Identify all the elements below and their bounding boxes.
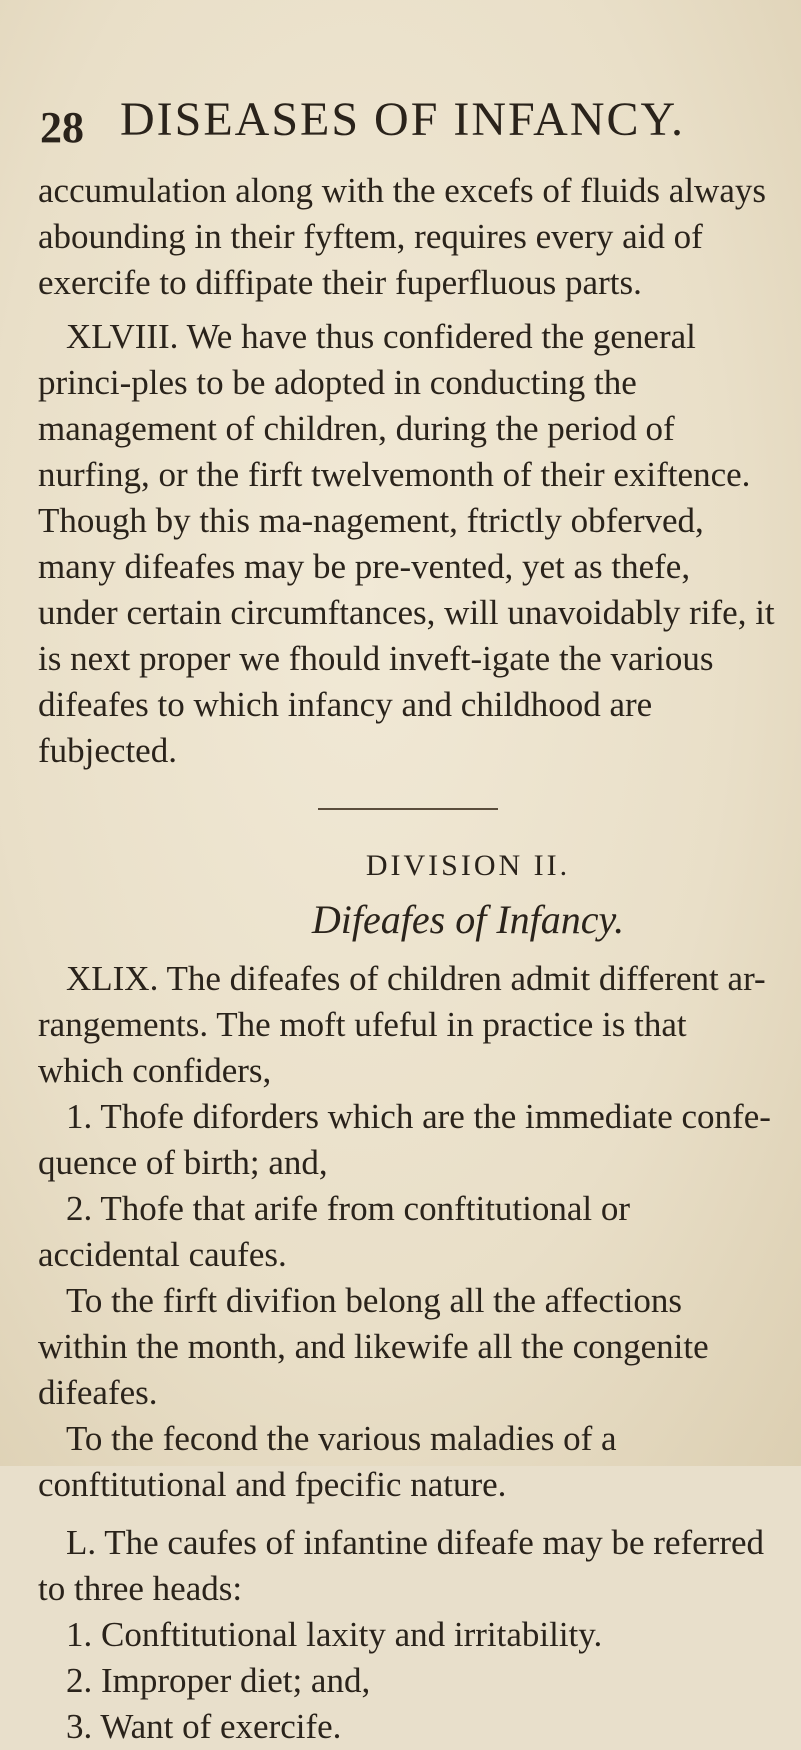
list-item: 2. Improper diet; and,	[66, 1661, 371, 1700]
paragraph-continued: accumulation along with the excefs of fluids always abounding in their fyftem, requires every aid of exercife to diffipate their fuperfluous parts.	[38, 171, 766, 302]
page-number: 28	[40, 103, 84, 152]
section-number: XLIX.	[66, 959, 159, 998]
section-50	[38, 1520, 778, 1612]
section-49	[38, 956, 778, 1094]
section-number: L.	[66, 1523, 97, 1562]
list-item: 2. Thofe that arife from conftitutional or accidental caufes.	[38, 1189, 631, 1274]
paragraph: To the fecond the various maladies of a conftitutional and fpecific nature.	[38, 1419, 617, 1504]
section-number: XLVIII.	[66, 317, 179, 356]
list-item: 1. Conftitutional laxity and irritability.	[66, 1615, 603, 1654]
section-text: The caufes of infantine difeafe may be referred to three heads:	[38, 1523, 765, 1608]
page-header	[40, 92, 760, 152]
division-heading: DIVISION II.	[365, 849, 571, 882]
division-title: Difeafes of Infancy.	[311, 897, 625, 942]
paragraph: To the firft divifion belong all the affections within the month, and likewife all the congenite difeafes.	[38, 1281, 709, 1412]
list-item: 3. Want of exercife.	[66, 1707, 342, 1746]
section-text: The difeafes of children admit different ar-rangements. The moft ufeful in practice is that which confiders,	[38, 959, 766, 1090]
running-head: DISEASES OF INFANCY.	[120, 93, 685, 146]
list-item: 1. Thofe diforders which are the immediate confe-quence of birth; and,	[38, 1097, 771, 1182]
section-divider	[318, 808, 498, 810]
section-48	[38, 314, 778, 774]
section-text: We have thus confidered the general princi-ples to be adopted in conducting the management of children, during the period of nurfing, or the firft twelvemonth of their exiftence. Though by this ma-nagement, ftrictly obferved, many difeafes may be pre-vented, yet as thefe, under certain circumftances, will unavoidably rife, it is next proper we fhould inveft-igate the various difeafes to which infancy and childhood are fubjected.	[38, 317, 775, 770]
body-text	[38, 168, 778, 1750]
